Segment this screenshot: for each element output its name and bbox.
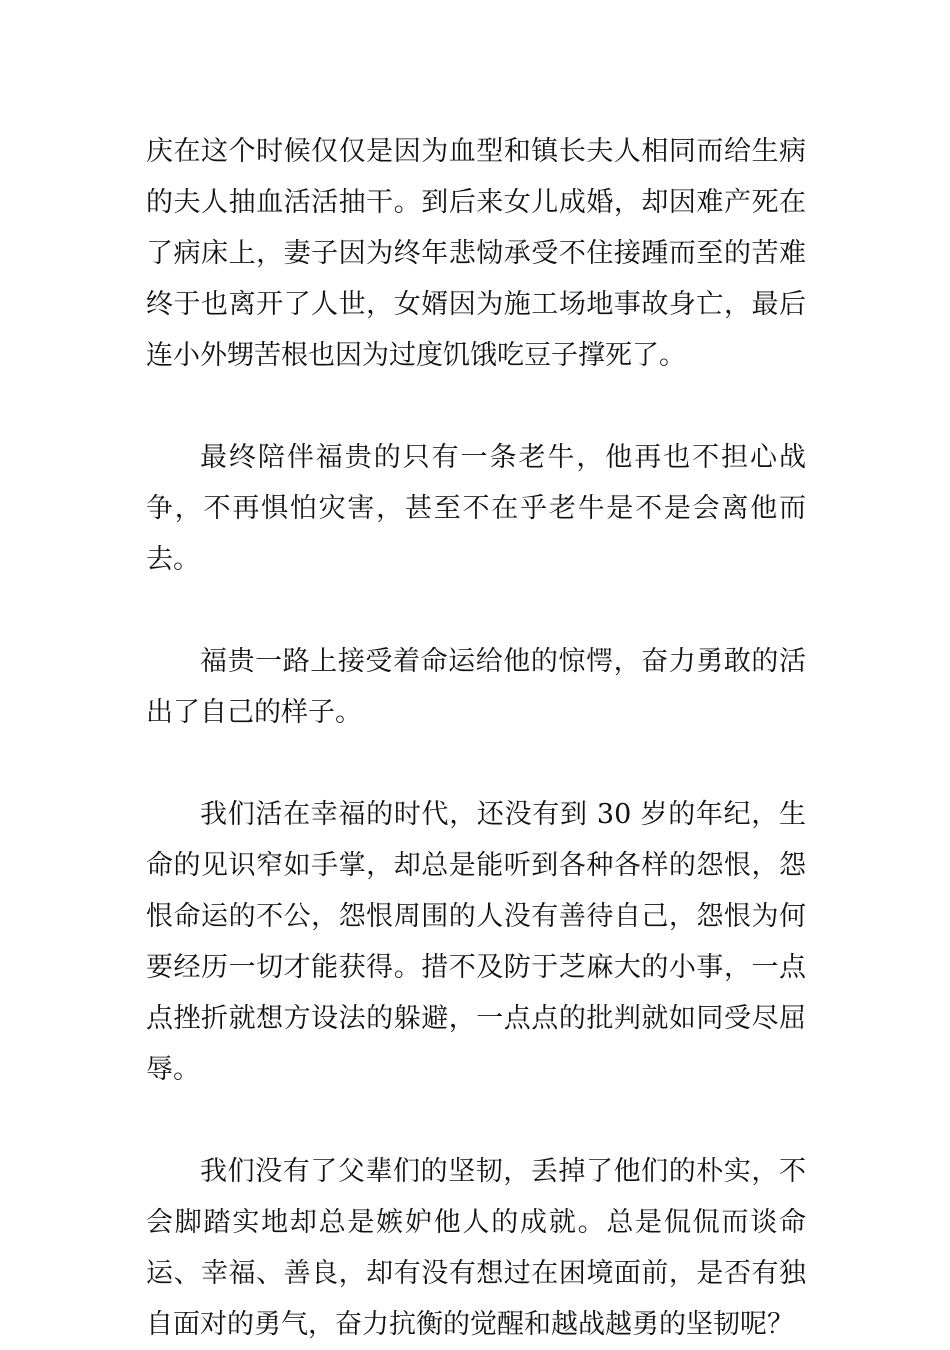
paragraph-2: 最终陪伴福贵的只有一条老牛，他再也不担心战争，不再惧怕灾害，甚至不在乎老牛是不是会离他而去。: [146, 442, 806, 575]
paragraph-5: 我们没有了父辈们的坚韧，丢掉了他们的朴实，不会脚踏实地却总是嫉妒他人的成就。总是侃侃而谈命运、幸福、善良，却有没有想过在困境面前，是否有独自面对的勇气，奋力抗衡的觉醒和越战越勇的坚韧呢？: [146, 1156, 806, 1340]
paragraph-3: 福贵一路上接受着命运给他的惊愕，奋力勇敢的活出了自己的样子。: [146, 646, 806, 728]
document-body: [146, 126, 806, 1350]
paragraph-1: 庆在这个时候仅仅是因为血型和镇长夫人相同而给生病的夫人抽血活活抽干。到后来女儿成婚，却因难产死在了病床上，妻子因为终年悲恸承受不住接踵而至的苦难终于也离开了人世，女婿因为施工场地事故身亡，最后连小外甥苦根也因为过度饥饿吃豆子撑死了。: [146, 136, 806, 371]
paragraph-4: 我们活在幸福的时代，还没有到 30 岁的年纪，生命的见识窄如手掌，却总是能听到各种各样的怨恨，怨恨命运的不公，怨恨周围的人没有善待自己，怨恨为何要经历一切才能获得。措不及防于芝麻大的小事，一点点挫折就想方设法的躲避，一点点的批判就如同受尽屈辱。: [146, 799, 806, 1085]
